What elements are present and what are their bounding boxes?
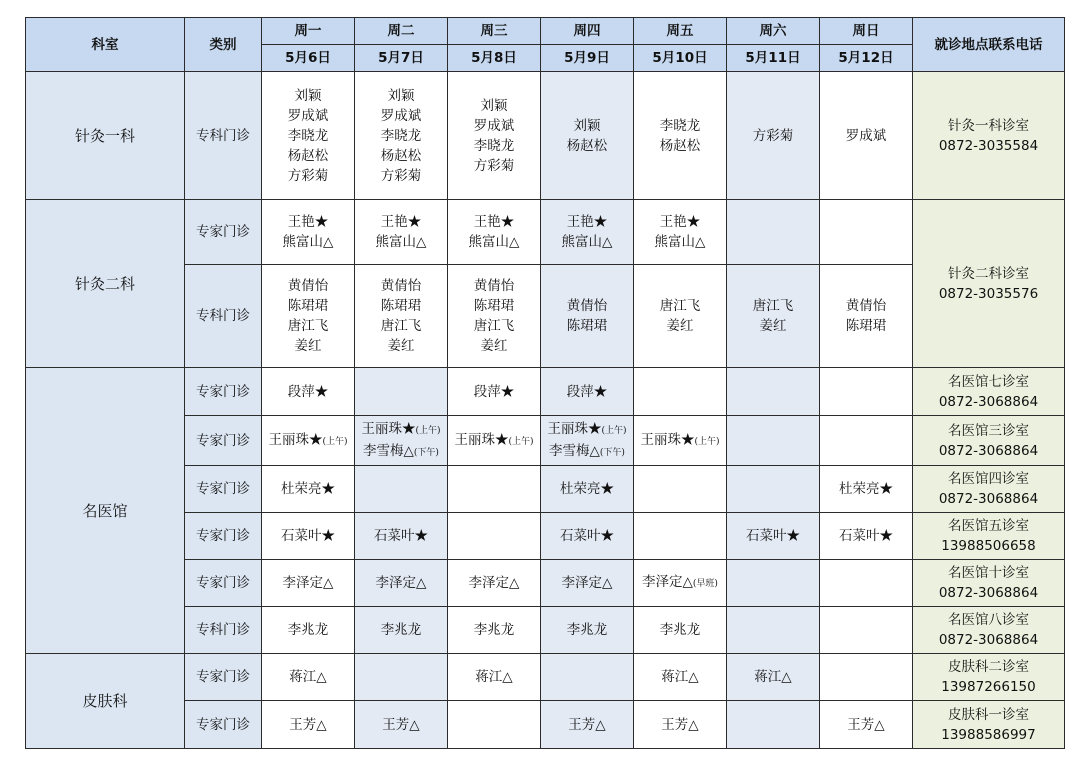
shift-note: (上午) (694, 436, 720, 447)
doctor-name: 黄倩怡 (380, 278, 422, 294)
doctor-cell (448, 560, 541, 607)
doctor-name: 石菜叶★ (746, 528, 800, 544)
doctor-name-text: 李泽定△ (642, 574, 693, 590)
doctor-cell (820, 72, 913, 200)
doctor-cell (820, 560, 913, 607)
doctor-cell (541, 560, 634, 607)
doctor-cell (262, 607, 355, 654)
header-date: 5月7日 (355, 45, 448, 72)
dept-dermatology: 皮肤科 (26, 654, 185, 749)
doctor-name (541, 441, 633, 463)
contact-phone: 0872-3068864 (938, 632, 1039, 648)
doctor-name: 李泽定△ (375, 575, 427, 591)
doctor-cell (355, 701, 448, 749)
doctor-name: 陈珺珺 (287, 298, 329, 314)
schedule-row (26, 654, 1065, 701)
doctor-name: 熊富山△ (282, 234, 334, 250)
shift-note: (下午) (413, 447, 439, 458)
header-weekday: 周一 (262, 18, 355, 45)
doctor-cell (541, 701, 634, 749)
doctor-name: 刘颖 (294, 87, 322, 104)
shift-note: (上午) (508, 436, 534, 447)
header-weekday: 周二 (355, 18, 448, 45)
doctor-cell (634, 368, 727, 416)
contact-room: 名医馆七诊室 (948, 373, 1029, 390)
header-category: 类别 (185, 18, 262, 72)
doctor-cell (634, 654, 727, 701)
doctor-name (448, 430, 540, 452)
doctor-cell (355, 513, 448, 560)
doctor-cell (448, 654, 541, 701)
doctor-name: 陈珺珺 (473, 298, 515, 314)
doctor-name-text: 李雪梅△ (549, 442, 600, 459)
contact-cell (913, 654, 1065, 701)
doctor-name: 杨赵松 (659, 137, 701, 154)
contact-cell (913, 200, 1065, 368)
header-date: 5月11日 (727, 45, 820, 72)
doctor-name: 陈珺珺 (845, 318, 887, 334)
doctor-name-text: 王丽珠★ (361, 420, 416, 437)
doctor-name: 熊富山△ (468, 234, 520, 250)
doctor-cell (355, 265, 448, 368)
doctor-cell (262, 72, 355, 200)
doctor-name: 唐江飞 (380, 318, 422, 334)
contact-cell (913, 72, 1065, 200)
doctor-cell (448, 72, 541, 200)
doctor-name: 王艳★ (473, 214, 515, 230)
doctor-cell (541, 607, 634, 654)
doctor-name: 罗成斌 (287, 107, 329, 124)
contact-cell (913, 368, 1065, 416)
doctor-cell (727, 200, 820, 265)
contact-cell (913, 560, 1065, 607)
contact-cell (913, 607, 1065, 654)
shift-note: (下午) (599, 447, 625, 458)
dept-acupuncture-1: 针灸一科 (26, 72, 185, 200)
doctor-name: 方彩菊 (473, 157, 515, 174)
doctor-name: 段萍★ (287, 383, 329, 400)
shift-note: (上午) (601, 425, 627, 436)
contact-cell (913, 466, 1065, 513)
doctor-name: 王芳△ (847, 716, 885, 733)
doctor-cell (541, 200, 634, 265)
dept-acupuncture-2: 针灸二科 (26, 200, 185, 368)
doctor-name: 李兆龙 (380, 622, 422, 638)
doctor-cell (448, 701, 541, 749)
doctor-name: 姜红 (294, 338, 322, 354)
doctor-name: 李晓龙 (473, 137, 515, 154)
contact-phone: 0872-3035576 (938, 285, 1039, 302)
doctor-cell (448, 416, 541, 466)
contact-room: 名医馆三诊室 (948, 422, 1029, 439)
doctor-name: 杨赵松 (287, 147, 329, 164)
doctor-name: 杜荣亮★ (281, 481, 335, 497)
doctor-cell (355, 607, 448, 654)
header-weekday: 周五 (634, 18, 727, 45)
doctor-cell (355, 560, 448, 607)
schedule-row (26, 368, 1065, 416)
doctor-name: 杨赵松 (380, 147, 422, 164)
doctor-cell (448, 466, 541, 513)
doctor-name: 杜荣亮★ (839, 481, 893, 497)
dept-famous-doctors-hall: 名医馆 (26, 368, 185, 654)
doctor-cell (262, 701, 355, 749)
doctor-name: 熊富山△ (375, 234, 427, 250)
header-date: 5月8日 (448, 45, 541, 72)
doctor-name: 王芳△ (382, 716, 420, 733)
doctor-cell (262, 560, 355, 607)
category-cell: 专家门诊 (185, 200, 262, 265)
contact-cell (913, 513, 1065, 560)
doctor-name: 段萍★ (473, 383, 515, 400)
doctor-cell (448, 265, 541, 368)
doctor-name: 唐江飞 (752, 298, 794, 314)
doctor-name: 李晓龙 (287, 127, 329, 144)
contact-room: 名医馆八诊室 (948, 612, 1029, 628)
header-date: 5月6日 (262, 45, 355, 72)
doctor-name: 段萍★ (566, 383, 608, 400)
category-cell: 专科门诊 (185, 265, 262, 368)
doctor-name: 姜红 (480, 338, 508, 354)
doctor-name-text: 王丽珠★ (268, 431, 323, 448)
contact-room: 针灸二科诊室 (948, 265, 1029, 282)
doctor-cell (820, 200, 913, 265)
header-date: 5月9日 (541, 45, 634, 72)
doctor-cell (262, 654, 355, 701)
doctor-name: 王艳★ (380, 214, 422, 230)
doctor-name: 李兆龙 (473, 622, 515, 638)
doctor-cell (820, 701, 913, 749)
header-date: 5月12日 (820, 45, 913, 72)
doctor-name: 王芳△ (661, 716, 699, 733)
doctor-name-text: 王丽珠★ (454, 431, 509, 448)
shift-note: (早班) (692, 579, 718, 589)
category-cell: 专家门诊 (185, 654, 262, 701)
doctor-name-text: 王丽珠★ (547, 420, 602, 437)
doctor-cell (727, 607, 820, 654)
doctor-cell (634, 607, 727, 654)
shift-note: (上午) (322, 436, 348, 447)
outpatient-schedule-table (25, 17, 1065, 749)
category-cell: 专科门诊 (185, 607, 262, 654)
doctor-name: 王芳△ (289, 716, 327, 733)
doctor-cell (820, 416, 913, 466)
doctor-name: 李兆龙 (659, 622, 701, 638)
doctor-cell (727, 368, 820, 416)
doctor-cell (448, 200, 541, 265)
contact-room: 针灸一科诊室 (948, 117, 1029, 134)
doctor-name: 李泽定△ (561, 575, 613, 591)
doctor-cell (262, 200, 355, 265)
doctor-name: 罗成斌 (473, 117, 515, 134)
doctor-name (355, 419, 447, 441)
header-row-weekdays (26, 18, 1065, 45)
contact-phone: 0872-3068864 (938, 491, 1039, 507)
doctor-name (634, 430, 726, 452)
doctor-name: 熊富山△ (654, 234, 706, 250)
doctor-name (634, 572, 726, 594)
doctor-cell (820, 513, 913, 560)
doctor-name: 陈珺珺 (380, 298, 422, 314)
doctor-name: 李晓龙 (380, 127, 422, 144)
doctor-name: 李泽定△ (282, 575, 334, 591)
doctor-name: 唐江飞 (473, 318, 515, 334)
doctor-name: 蒋江△ (754, 669, 792, 685)
doctor-cell (634, 416, 727, 466)
doctor-name: 李兆龙 (287, 622, 329, 638)
doctor-cell (727, 265, 820, 368)
doctor-name: 王艳★ (566, 214, 608, 230)
doctor-name: 黄倩怡 (566, 298, 608, 314)
doctor-cell (820, 466, 913, 513)
category-cell: 专科门诊 (185, 72, 262, 200)
doctor-name-text: 王丽珠★ (640, 431, 695, 448)
doctor-cell (355, 72, 448, 200)
doctor-cell (541, 466, 634, 513)
contact-phone: 0872-3035584 (938, 137, 1039, 154)
doctor-name: 黄倩怡 (473, 278, 515, 294)
doctor-name: 陈珺珺 (566, 318, 608, 334)
contact-room: 名医馆十诊室 (948, 565, 1029, 581)
doctor-cell (727, 513, 820, 560)
doctor-name: 罗成斌 (380, 107, 422, 124)
doctor-cell (634, 72, 727, 200)
doctor-name: 李泽定△ (468, 575, 520, 591)
contact-room: 名医馆四诊室 (948, 471, 1029, 487)
doctor-cell (634, 265, 727, 368)
contact-cell (913, 416, 1065, 466)
doctor-cell (262, 466, 355, 513)
doctor-name: 石菜叶★ (374, 528, 428, 544)
category-cell: 专家门诊 (185, 416, 262, 466)
doctor-name: 石菜叶★ (281, 528, 335, 544)
doctor-name: 杜荣亮★ (560, 481, 614, 497)
doctor-name: 蒋江△ (661, 669, 699, 685)
doctor-name: 王芳△ (568, 716, 606, 733)
category-cell: 专家门诊 (185, 560, 262, 607)
doctor-name: 杨赵松 (566, 137, 608, 154)
doctor-cell (634, 200, 727, 265)
header-weekday: 周六 (727, 18, 820, 45)
doctor-name: 蒋江△ (475, 669, 513, 685)
contact-phone: 0872-3068864 (938, 585, 1039, 601)
doctor-cell (541, 265, 634, 368)
contact-phone: 0872-3068864 (938, 393, 1039, 410)
doctor-cell (262, 416, 355, 466)
doctor-name: 刘颖 (573, 117, 601, 134)
doctor-cell (820, 368, 913, 416)
contact-room: 皮肤科一诊室 (948, 706, 1029, 723)
header-contact: 就诊地点联系电话 (913, 18, 1065, 72)
doctor-name: 唐江飞 (287, 318, 329, 334)
doctor-cell (820, 654, 913, 701)
doctor-cell (727, 72, 820, 200)
doctor-cell (355, 466, 448, 513)
doctor-cell (262, 513, 355, 560)
category-cell: 专家门诊 (185, 466, 262, 513)
doctor-cell (727, 654, 820, 701)
doctor-name: 王艳★ (659, 214, 701, 230)
doctor-cell (355, 654, 448, 701)
header-weekday: 周日 (820, 18, 913, 45)
doctor-name (355, 441, 447, 463)
doctor-cell (727, 701, 820, 749)
contact-phone: 13988506658 (941, 538, 1036, 554)
contact-phone: 13988586997 (941, 726, 1036, 743)
doctor-name: 黄倩怡 (845, 298, 887, 314)
doctor-cell (634, 513, 727, 560)
doctor-cell (262, 368, 355, 416)
shift-note: (上午) (415, 425, 441, 436)
header-date: 5月10日 (634, 45, 727, 72)
contact-cell (913, 701, 1065, 749)
doctor-cell (541, 416, 634, 466)
doctor-name: 罗成斌 (845, 127, 887, 144)
schedule-row (26, 72, 1065, 200)
category-cell: 专家门诊 (185, 513, 262, 560)
doctor-cell (541, 72, 634, 200)
doctor-name: 黄倩怡 (287, 278, 329, 294)
header-weekday: 周三 (448, 18, 541, 45)
doctor-name: 方彩菊 (287, 167, 329, 184)
doctor-cell (727, 560, 820, 607)
doctor-name: 石菜叶★ (839, 528, 893, 544)
doctor-name: 唐江飞 (659, 298, 701, 314)
doctor-name: 姜红 (666, 318, 694, 334)
doctor-cell (448, 368, 541, 416)
contact-room: 名医馆五诊室 (948, 518, 1029, 534)
doctor-cell (355, 416, 448, 466)
doctor-cell (820, 265, 913, 368)
doctor-cell (541, 513, 634, 560)
category-cell: 专家门诊 (185, 368, 262, 416)
doctor-name: 方彩菊 (752, 127, 794, 144)
contact-phone: 13987266150 (941, 679, 1036, 695)
doctor-name: 石菜叶★ (560, 528, 614, 544)
doctor-name: 李晓龙 (659, 117, 701, 134)
contact-phone: 0872-3068864 (938, 442, 1039, 459)
contact-room: 皮肤科二诊室 (948, 659, 1029, 675)
doctor-cell (541, 368, 634, 416)
category-cell: 专家门诊 (185, 701, 262, 749)
doctor-name: 熊富山△ (561, 234, 613, 250)
doctor-cell (541, 654, 634, 701)
doctor-name-text: 李雪梅△ (363, 442, 414, 459)
schedule-row (26, 200, 1065, 265)
doctor-cell (262, 265, 355, 368)
doctor-cell (448, 513, 541, 560)
doctor-cell (448, 607, 541, 654)
doctor-name (541, 419, 633, 441)
doctor-cell (820, 607, 913, 654)
doctor-cell (727, 466, 820, 513)
doctor-name: 刘颖 (480, 97, 508, 114)
doctor-name: 蒋江△ (289, 669, 327, 685)
doctor-cell (634, 560, 727, 607)
doctor-cell (634, 466, 727, 513)
doctor-cell (634, 701, 727, 749)
doctor-cell (355, 200, 448, 265)
doctor-name: 李兆龙 (566, 622, 608, 638)
doctor-name: 方彩菊 (380, 167, 422, 184)
doctor-name: 姜红 (759, 318, 787, 334)
header-dept: 科室 (26, 18, 185, 72)
doctor-name: 王艳★ (287, 214, 329, 230)
doctor-name: 刘颖 (387, 87, 415, 104)
header-weekday: 周四 (541, 18, 634, 45)
doctor-name: 姜红 (387, 338, 415, 354)
doctor-name (262, 430, 354, 452)
doctor-cell (727, 416, 820, 466)
doctor-cell (355, 368, 448, 416)
